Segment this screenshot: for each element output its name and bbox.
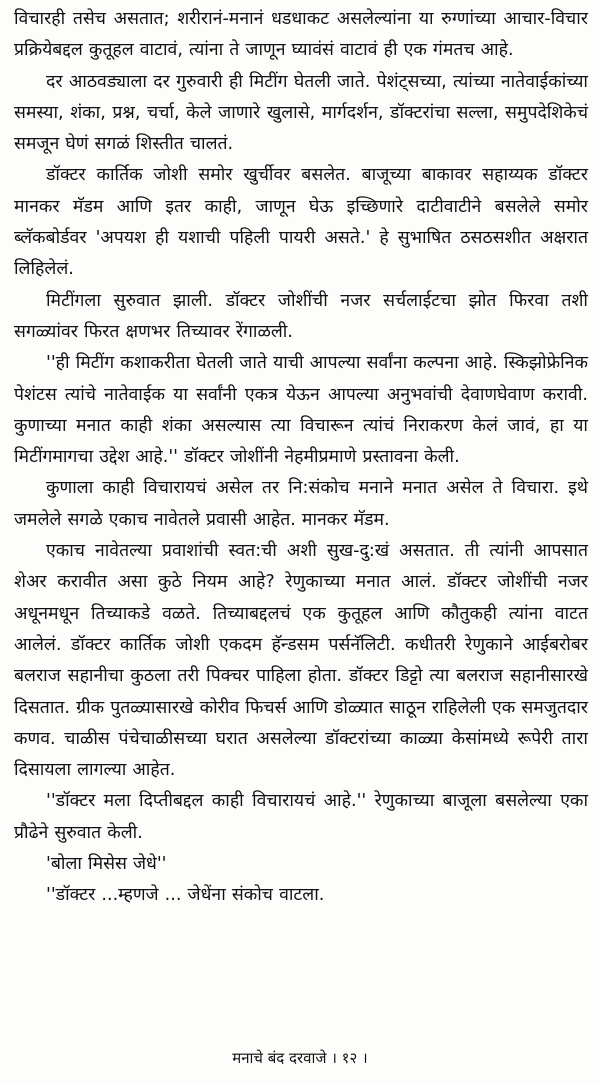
paragraph-6: कुणाला काही विचारायचं असेल तर नि:संकोच मनाने मनात असेल ते विचारा. इथे जमलेले सगळे एकाच नावेतले प्रवासी आहेत. मानकर मॅडम. [14,478,588,530]
paragraph-4: मिटींगला सुरुवात झाली. डॉक्टर जोशींची नजर सर्चलाईटचा झोत फिरवा तशी सगळ्यांवर फिरत क्षणभर तिच्यावर रेंगाळली. [14,290,588,342]
page-footer: मनाचे बंद दरवाजे । १२ । [232,1049,368,1067]
paragraph-10: ''डॉक्टर ...म्हणजे ... जेधेंना संकोच वाटला. [46,885,325,906]
paragraph-1: विचारही तसेच असतात; शरीरानं-मनानं धडधाकट असलेल्यांना या रुग्णांच्या आचार-विचार प्रक्रियेबद्दल कुतूहल वाटावं, त्यांना ते जाणून घ्यावंसं वाटावं ही एक गंमतच आहे. [14,9,588,61]
paragraph-8: ''डॉक्टर मला दिप्तीबद्दल काही विचारायचं आहे.'' रेणुकाच्या बाजूला बसलेल्या एका प्रौढेने सुरुवात केली. [14,791,588,843]
body-text [14,4,588,912]
paragraph-2: दर आठवड्याला दर गुरुवारी ही मिटींग घेतली जाते. पेशंट्सच्या, त्यांच्या नातेवाईकांच्या समस्या, शंका, प्रश्न, चर्चा, केले जाणारे खुलासे, मार्गदर्शन, डॉक्टरांचा सल्ला, समुपदेशिकेचं समजून घेणं सगळं शिस्तीत चालतं. [14,71,588,155]
paragraph-7: एकाच नावेतल्या प्रवाशांची स्वत:ची अशी सुख-दु:खं असतात. ती त्यांनी आपसात शेअर करावीत असा कुठे नियम आहे? रेणुकाच्या मनात आलं. डॉक्टर जोशींची नजर अधूनमधून तिच्याकडे वळते. तिच्याबद्दलचं एक कुतूहल आणि कौतुकही त्यांना वाटत आलेलं. डॉक्टर कार्तिक जोशी एकदम हॅन्डसम पर्सनॅलिटी. कधीतरी रेणुकाने आईबरोबर बलराज सहानीचा कुठला तरी पिक्चर पाहिला होता. डॉक्टर डिट्टो त्या बलराज सहानीसारखे दिसतात. ग्रीक पुतळ्यासारखे कोरीव फिचर्स आणि डोळ्यात साठून राहिलेली एक समजुतदार कणव. चाळीस पंचेचाळीसच्या घरात असलेल्या डॉक्टरांच्या काळ्या केसांमध्ये रूपेरी तारा दिसायला लागल्या आहेत. [14,541,588,781]
paragraph-9: 'बोला मिसेस जेधे'' [46,854,167,875]
paragraph-5: ''ही मिटींग कशाकरीता घेतली जाते याची आपल्या सर्वांना कल्पना आहे. स्किझोफ्रेनिक पेशंटस त्यांचे नातेवाईक या सर्वांनी एकत्र येऊन आपल्या अनुभवांची देवाणघेवाण करावी. कुणाच्या मनात काही शंका असल्यास त्या विचारून त्यांचं निराकरण केलं जावं, हा या मिटींगमागचा उद्देश आहे.'' डॉक्टर जोशींनी नेहमीप्रमाणे प्रस्तावना केली. [14,353,588,468]
paragraph-3: डॉक्टर कार्तिक जोशी समोर खुर्चीवर बसलेत. बाजूच्या बाकावर सहाय्यक डॉक्टर मानकर मॅडम आणि इतर काही, जाणून घेऊ इच्छिणारे दाटीवाटीने बसलेले समोर ब्लॅकबोर्डवर 'अपयश ही यशाची पहिली पायरी असते.' हे सुभाषित ठसठसशीत अक्षरात लिहिलेलं. [14,165,588,280]
